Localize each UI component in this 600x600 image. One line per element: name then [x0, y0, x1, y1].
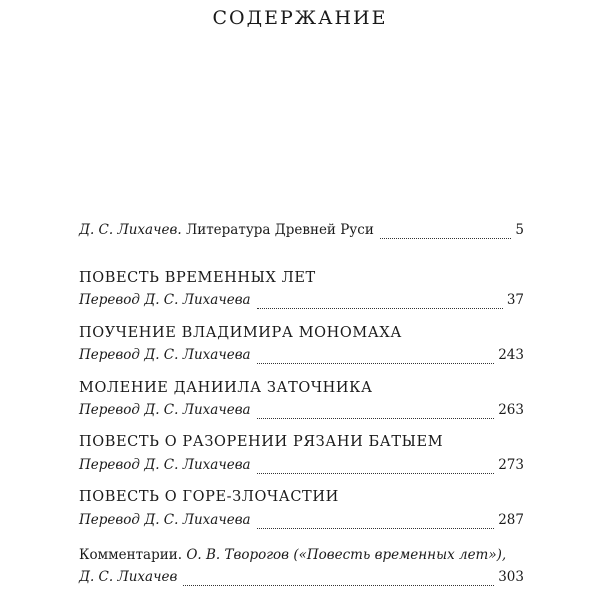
- translator: Перевод Д. С. Лихачева: [79, 347, 251, 363]
- commentary-label: Комментарии.: [79, 547, 183, 563]
- commentary-line-1[interactable]: [79, 547, 524, 569]
- toc-entry[interactable]: [79, 457, 524, 479]
- dot-leader: [380, 237, 512, 239]
- section-title[interactable]: МОЛЕНИЕ ДАНИИЛА ЗАТОЧНИКА: [79, 380, 373, 396]
- page-number: 5: [515, 222, 524, 238]
- section-title[interactable]: ПОВЕСТЬ ВРЕМЕННЫХ ЛЕТ: [79, 270, 316, 286]
- section-title[interactable]: ПОВЕСТЬ О ГОРЕ-ЗЛОЧАСТИИ: [79, 489, 339, 505]
- page-title: СОДЕРЖАНИЕ: [212, 7, 388, 29]
- commentary-note: («Повесть временных лет»),: [293, 547, 507, 563]
- commentary-line-2[interactable]: [79, 569, 524, 591]
- section-title[interactable]: ПОВЕСТЬ О РАЗОРЕНИИ РЯЗАНИ БАТЫЕМ: [79, 434, 444, 450]
- page-number: 243: [498, 347, 524, 363]
- intro-author: Д. С. Лихачев.: [79, 222, 182, 238]
- dot-leader: [257, 307, 503, 309]
- page-number: 303: [498, 569, 524, 585]
- toc-entry[interactable]: [79, 402, 524, 424]
- section-title[interactable]: ПОУЧЕНИЕ ВЛАДИМИРА МОНОМАХА: [79, 325, 402, 341]
- toc-entry-intro[interactable]: [79, 222, 524, 244]
- page-number: 37: [506, 292, 524, 308]
- commentary-author-2: Д. С. Лихачев: [79, 569, 178, 585]
- translator: Перевод Д. С. Лихачева: [79, 402, 251, 418]
- toc-entry[interactable]: [79, 347, 524, 369]
- dot-leader: [257, 527, 495, 529]
- translator: Перевод Д. С. Лихачева: [79, 512, 251, 528]
- intro-title: Литература Древней Руси: [185, 222, 374, 238]
- page-number: 263: [498, 402, 524, 418]
- toc-entry[interactable]: [79, 292, 524, 314]
- page-number: 273: [498, 457, 524, 473]
- translator: Перевод Д. С. Лихачева: [79, 457, 251, 473]
- dot-leader: [257, 472, 495, 474]
- translator: Перевод Д. С. Лихачева: [79, 292, 251, 308]
- dot-leader: [257, 362, 495, 364]
- dot-leader: [183, 584, 494, 586]
- commentary-author: О. В. Творогов: [186, 547, 290, 563]
- dot-leader: [257, 417, 495, 419]
- page-number: 287: [498, 512, 524, 528]
- toc-entry[interactable]: [79, 512, 524, 534]
